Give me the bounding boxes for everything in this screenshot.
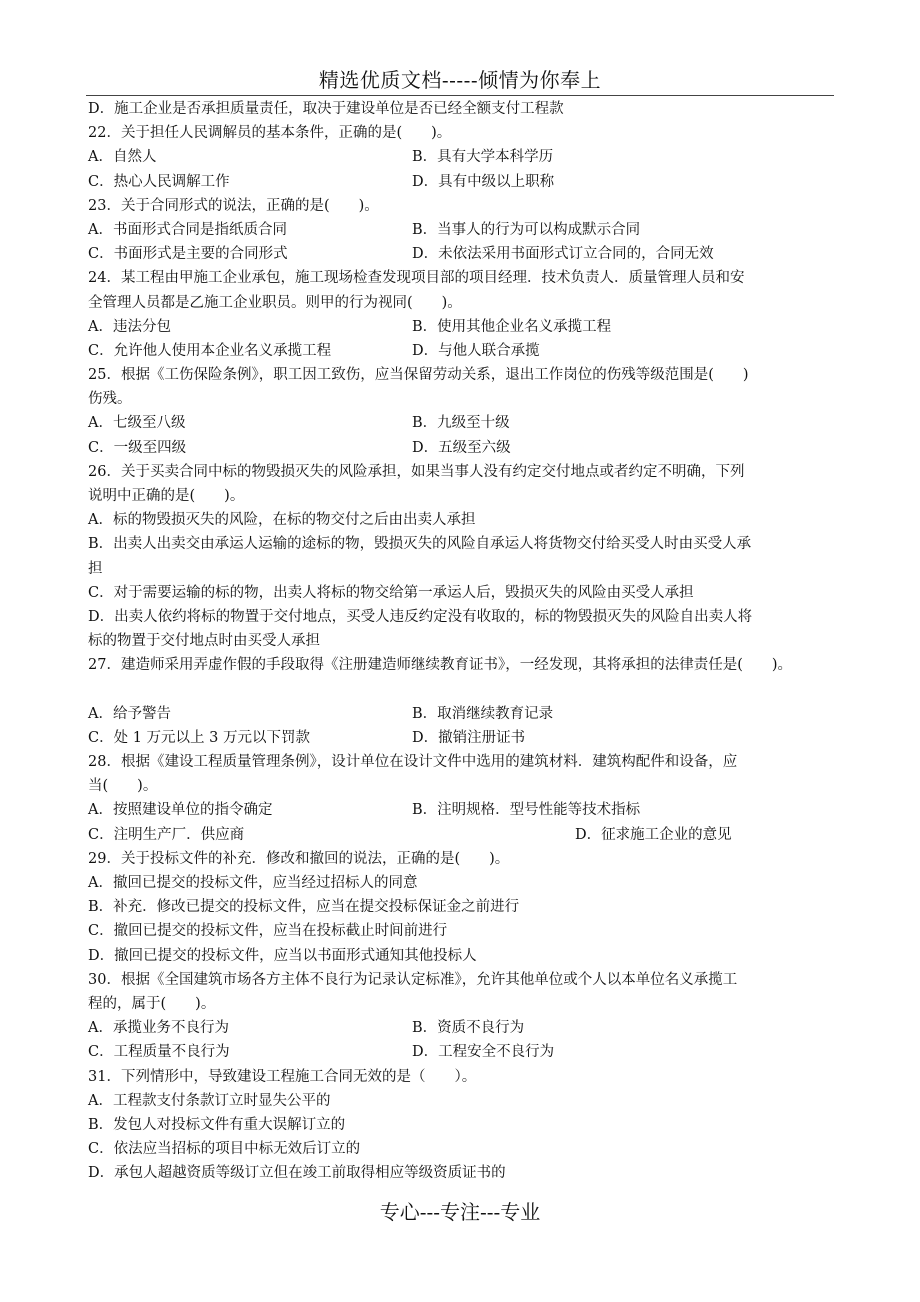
- q28-option-b: B．注明规格．型号性能等技术指标: [412, 802, 641, 819]
- q27-option-b: B．取消继续教育记录: [412, 705, 554, 722]
- q22-option-d: D．具有中级以上职称: [412, 173, 555, 190]
- q26-option-b-line-2: 担: [88, 560, 103, 577]
- q30-option-c: C．工程质量不良行为: [88, 1044, 230, 1061]
- q24-options-row-1: [88, 315, 878, 339]
- q27-options-row-2: [88, 726, 878, 750]
- q23-option-d: D．未依法采用书面形式订立合同的，合同无效: [412, 246, 714, 263]
- q27-option-c: C．处 1 万元以上 3 万元以下罚款: [88, 729, 310, 746]
- q26-option-b-line-1: B．出卖人出卖交由承运人运输的途标的物，毁损灭失的风险自承运人将货物交付给买受人时由买受人承: [88, 536, 752, 553]
- q24-option-a: A．违法分包: [88, 318, 171, 335]
- q27-option-d: D．撤销注册证书: [412, 729, 526, 746]
- q28-option-d: D．征求施工企业的意见: [575, 826, 732, 843]
- q25-option-c: C．一级至四级: [88, 439, 187, 456]
- q29-option-d: D．撤回已提交的投标文件，应当以书面形式通知其他投标人: [88, 947, 477, 964]
- q22-option-c: C．热心人民调解工作: [88, 173, 230, 190]
- q31-option-a: A．工程款支付条款订立时显失公平的: [88, 1092, 331, 1109]
- q26-stem-line-1: 26．关于买卖合同中标的物毁损灭失的风险承担，如果当事人没有约定交付地点或者约定不明确，下列: [88, 463, 745, 480]
- q24-stem-line-2: 全管理人员都是乙施工企业职员。则甲的行为视同( )。: [88, 294, 462, 311]
- q28-options-row-2: [88, 823, 878, 847]
- q22-option-a: A．自然人: [88, 149, 157, 166]
- q25-stem-line-2: 伤残。: [88, 391, 132, 408]
- q22-options-row-1: [88, 145, 878, 169]
- q29-option-c: C．撤回已提交的投标文件，应当在投标截止时间前进行: [88, 923, 448, 940]
- q26-option-d-line-1: D．出卖人依约将标的物置于交付地点，买受人违反约定没有收取的，标的物毁损灭失的风险自出卖人将: [88, 608, 753, 625]
- q23-options-row-2: [88, 242, 878, 266]
- q23-options-row-1: [88, 218, 878, 242]
- q21-option-d: D．施工企业是否承担质量责任，取决于建设单位是否已经全额支付工程款: [88, 101, 564, 117]
- q24-option-d: D．与他人联合承揽: [412, 342, 540, 359]
- q30-options-row-2: [88, 1040, 878, 1064]
- q26-option-d-line-2: 标的物置于交付地点时由买受人承担: [88, 633, 320, 650]
- q28-option-a: A．按照建设单位的指令确定: [88, 802, 273, 819]
- q28-stem-line-1: 28．根据《建设工程质量管理条例》，设计单位在设计文件中选用的建筑材料．建筑构配件和设备，应: [88, 754, 738, 771]
- q24-stem-line-1: 24．某工程由甲施工企业承包，施工现场检查发现项目部的项目经理．技术负责人．质量管理人员和安: [88, 270, 745, 287]
- q31-option-d: D．承包人超越资质等级订立但在竣工前取得相应等级资质证书的: [88, 1165, 506, 1182]
- q28-stem-line-2: 当( )。: [88, 778, 158, 795]
- q22-option-b: B．具有大学本科学历: [412, 149, 554, 166]
- q30-option-b: B．资质不良行为: [412, 1020, 525, 1037]
- q26-option-c: C．对于需要运输的标的物，出卖人将标的物交给第一承运人后，毁损灭失的风险由买受人承担: [88, 584, 694, 601]
- q29-option-a: A．撤回已提交的投标文件，应当经过招标人的同意: [88, 875, 418, 891]
- q25-option-d: D．五级至六级: [412, 439, 511, 456]
- q22-stem: 22．关于担任人民调解员的基本条件，正确的是( )。: [88, 125, 452, 142]
- q23-option-c: C．书面形式是主要的合同形式: [88, 246, 288, 263]
- q23-option-a: A．书面形式合同是指纸质合同: [88, 221, 287, 238]
- q24-options-row-2: [88, 339, 878, 363]
- q27-options-row-1: [88, 702, 878, 726]
- q30-stem-line-2: 程的，属于( )。: [88, 995, 216, 1012]
- q25-option-a: A．七级至八级: [88, 415, 186, 432]
- q28-option-c: C．注明生产厂．供应商: [88, 826, 245, 843]
- q31-option-b: B．发包人对投标文件有重大误解订立的: [88, 1116, 346, 1133]
- q27-option-a: A．给予警告: [88, 705, 171, 722]
- q25-options-row-1: [88, 411, 878, 435]
- q25-options-row-2: [88, 436, 878, 460]
- q28-options-row-1: [88, 798, 878, 822]
- q23-stem: 23．关于合同形式的说法，正确的是( )。: [88, 197, 379, 214]
- q30-stem-line-1: 30．根据《全国建筑市场各方主体不良行为记录认定标准》，允许其他单位或个人以本单位名义承揽工: [88, 971, 738, 988]
- q31-option-c: C．依法应当招标的项目中标无效后订立的: [88, 1141, 361, 1158]
- q26-option-a: A．标的物毁损灭失的风险，在标的物交付之后由出卖人承担: [88, 512, 476, 529]
- q27-spacer: [88, 678, 878, 702]
- q24-option-b: B．使用其他企业名义承揽工程: [412, 318, 612, 335]
- page-header: 精选优质文档-----倾情为你奉上: [318, 68, 602, 92]
- q30-option-d: D．工程安全不良行为: [412, 1044, 555, 1061]
- q24-option-c: C．允许他人使用本企业名义承揽工程: [88, 342, 332, 359]
- q25-stem-line-1: 25．根据《工伤保险条例》，职工因工致伤，应当保留劳动关系，退出工作岗位的伤残等级范围是( ): [88, 367, 749, 384]
- q26-stem-line-2: 说明中正确的是( )。: [88, 488, 245, 504]
- q23-option-b: B．当事人的行为可以构成默示合同: [412, 221, 641, 238]
- q27-stem: 27．建造师采用弄虚作假的手段取得《注册建造师继续教育证书》，一经发现，其将承担的法律责任是( )。: [88, 657, 793, 674]
- q31-stem: 31．下列情形中，导致建设工程施工合同无效的是（ ）。: [88, 1068, 477, 1085]
- header-divider: [86, 95, 834, 96]
- q22-options-row-2: [88, 170, 878, 194]
- document-body: [88, 97, 878, 1185]
- q29-stem: 29．关于投标文件的补充．修改和撤回的说法，正确的是( )。: [88, 850, 510, 867]
- page-footer: 专心---专注---专业: [379, 1200, 541, 1224]
- q30-options-row-1: [88, 1016, 878, 1040]
- q30-option-a: A．承揽业务不良行为: [88, 1020, 229, 1037]
- q29-option-b: B．补充．修改已提交的投标文件，应当在提交投标保证金之前进行: [88, 899, 520, 916]
- q25-option-b: B．九级至十级: [412, 415, 510, 432]
